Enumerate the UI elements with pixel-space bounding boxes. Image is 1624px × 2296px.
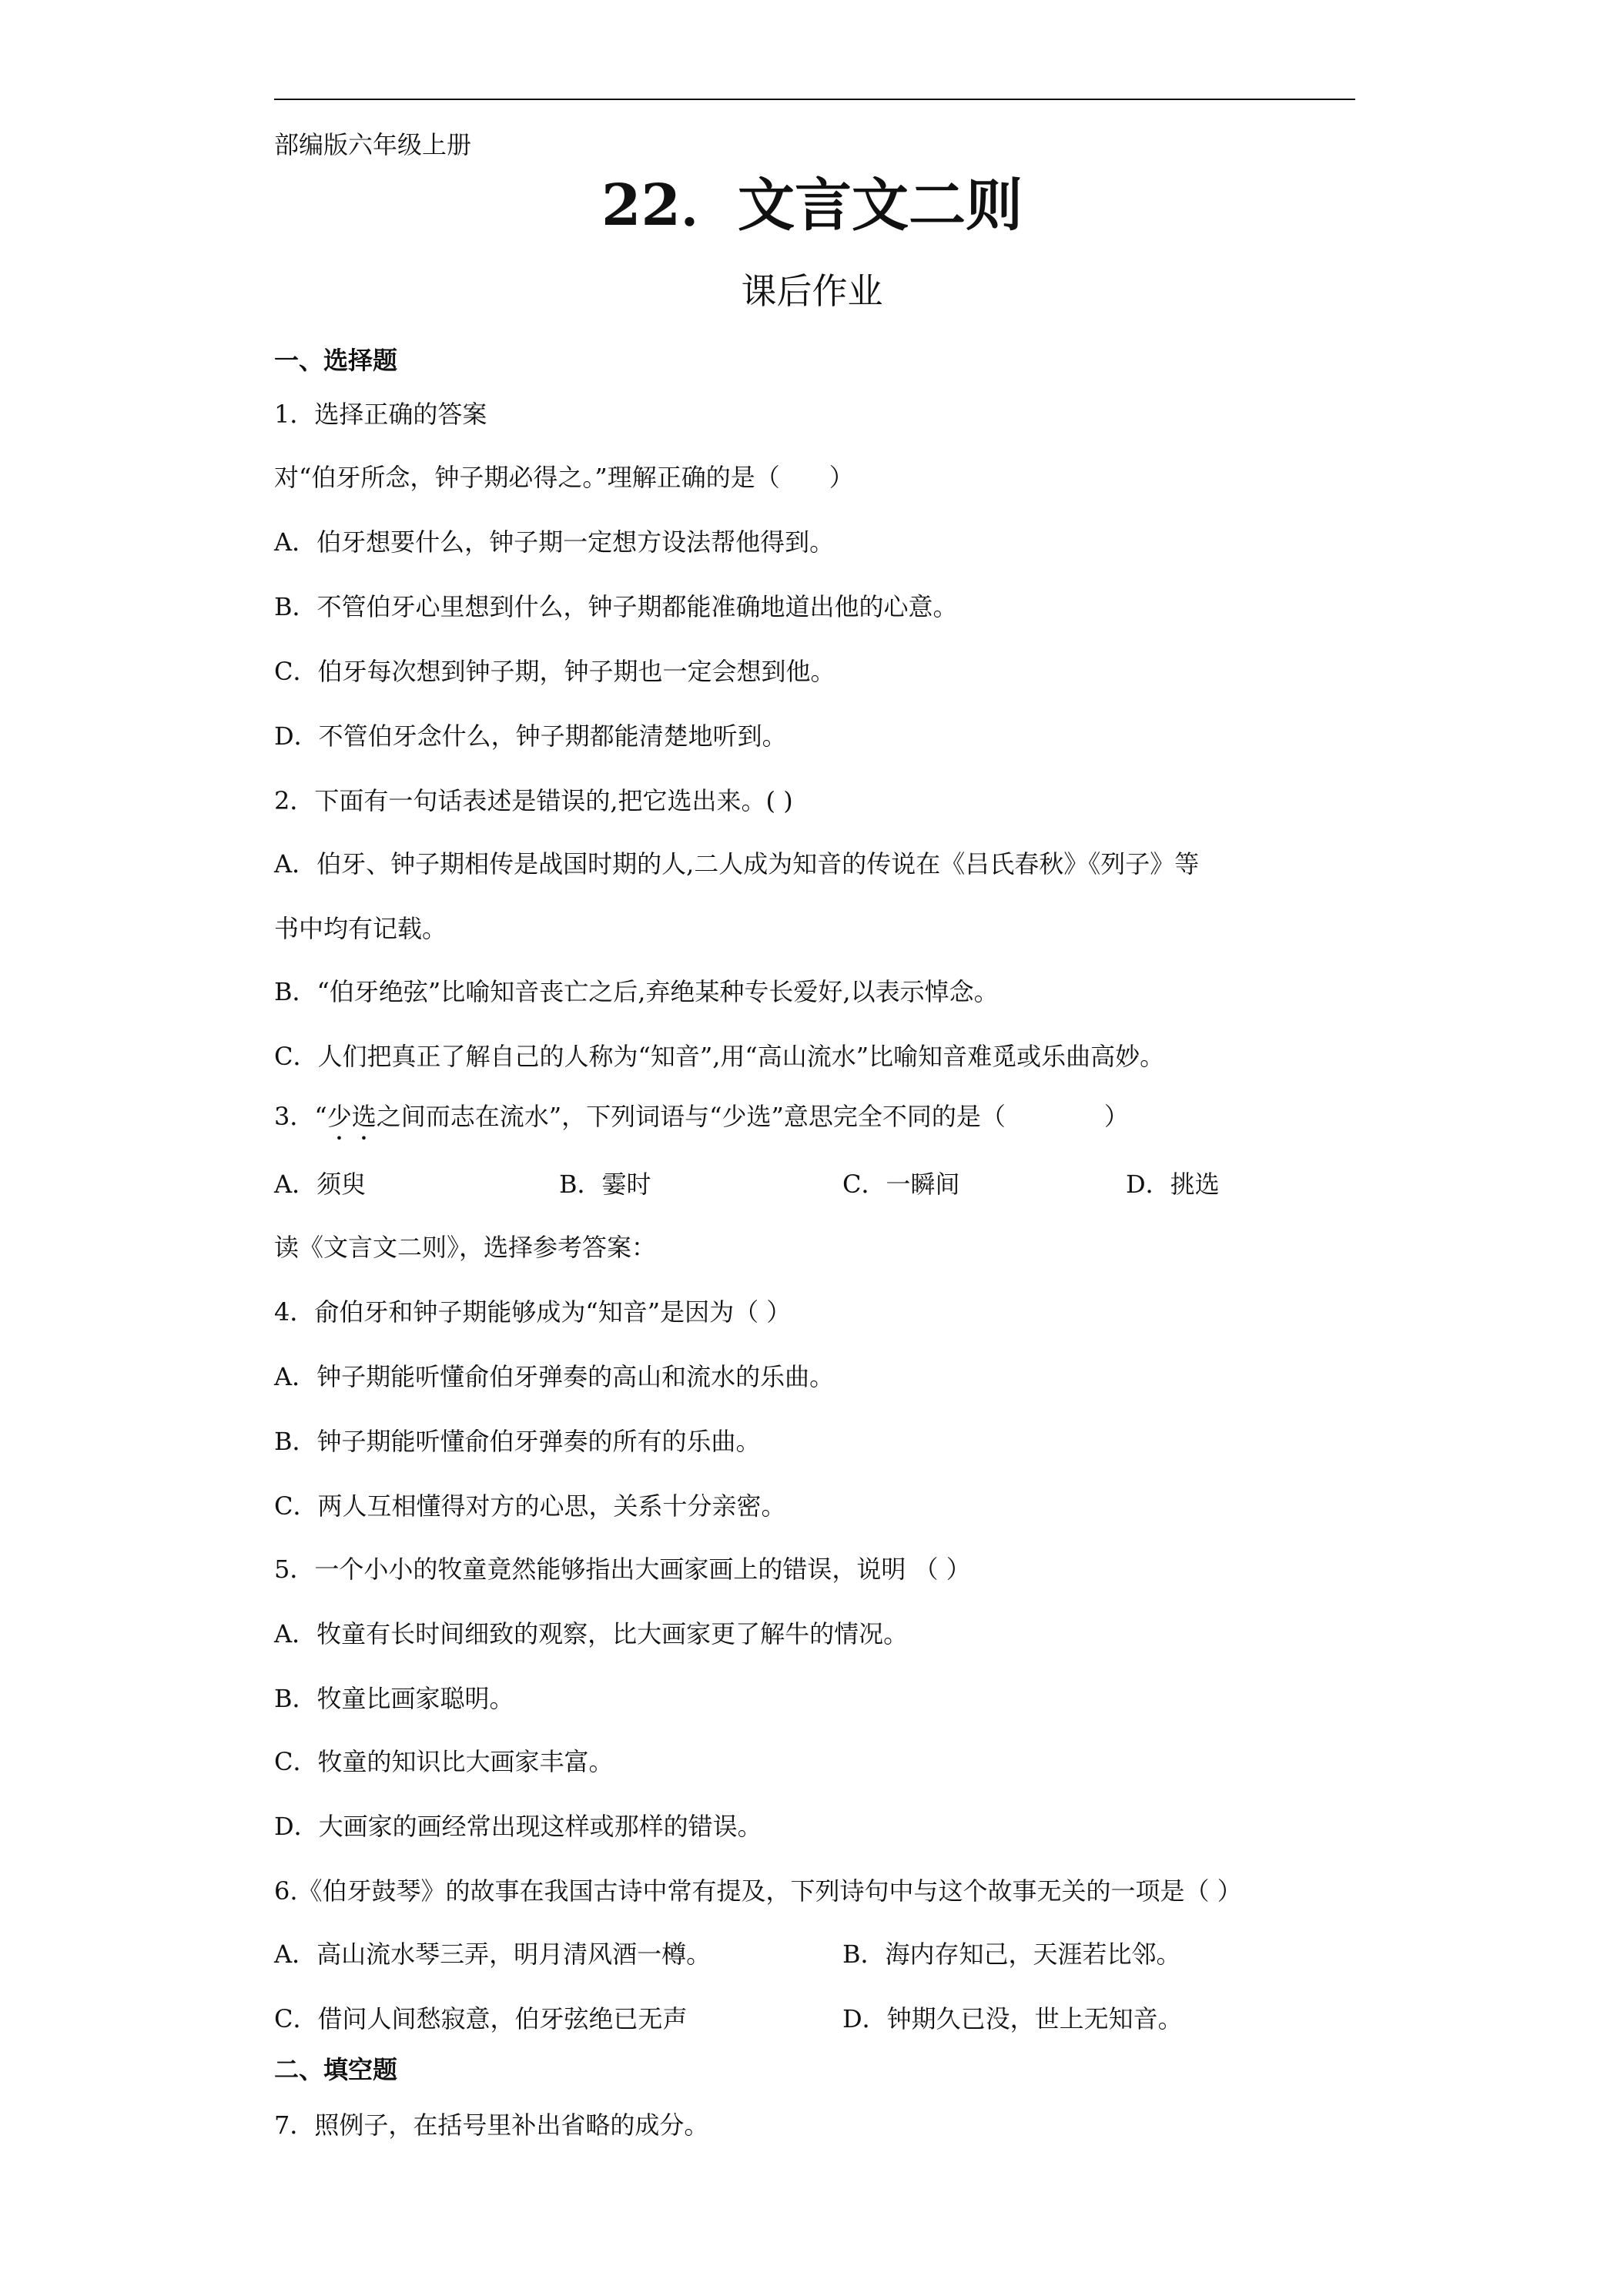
q6-option-d: D．钟期久已没，世上无知音。 [842,2004,1183,2033]
q2-option-b: B．“伯牙绝弦”比喻知音丧亡之后,弃绝某种专长爱好,以表示悼念。 [274,977,999,1006]
section-heading-fill: 二、填空题 [274,2055,398,2084]
q2-stem: 2．下面有一句话表述是错误的,把它选出来。( ) [274,786,793,815]
q3-option-b: B．霎时 [559,1170,651,1199]
q1-stem: 1．选择正确的答案 [274,400,487,429]
q3-stem-prefix: 3．“ [274,1102,327,1131]
q3-option-c: C．一瞬间 [842,1170,960,1199]
q3-stem [274,1101,1129,1146]
q2-option-a-line1: A．伯牙、钟子期相传是战国时期的人,二人成为知音的传说在《吕氏春秋》《列子》等 [274,849,1200,879]
section-heading-choice: 一、选择题 [274,346,398,375]
q6-option-a: A．高山流水琴三弄，明月清风酒一樽。 [274,1940,712,1969]
q4-option-a: A．钟子期能听懂俞伯牙弹奏的高山和流水的乐曲。 [274,1362,835,1391]
q1-prompt: 对“伯牙所念，钟子期必得之。”理解正确的是（ ） [274,463,854,492]
q3-stem-suffix: 之间而志在流水”，下列词语与“少选”意思完全不同的是（ ） [376,1102,1129,1131]
q1-option-d: D．不管伯牙念什么，钟子期都能清楚地听到。 [274,721,787,751]
q3-option-d: D．挑选 [1126,1170,1220,1199]
q4-option-c: C．两人互相懂得对方的心思，关系十分亲密。 [274,1491,786,1521]
q5-stem: 5．一个小小的牧童竟然能够指出大画家画上的错误，说明 （ ） [274,1555,971,1584]
q5-option-a: A．牧童有长时间细致的观察，比大画家更了解牛的情况。 [274,1619,909,1648]
q2-option-a-line2: 书中均有记载。 [274,914,447,943]
q4-stem: 4．俞伯牙和钟子期能够成为“知音”是因为（ ） [274,1297,792,1327]
q1-option-b: B．不管伯牙心里想到什么，钟子期都能准确地道出他的心意。 [274,592,958,621]
q5-option-d: D．大画家的画经常出现这样或那样的错误。 [274,1812,762,1841]
header-rule [274,99,1355,100]
series-label: 部编版六年级上册 [274,130,472,159]
reading-instruction: 读《文言文二则》，选择参考答案： [274,1233,657,1262]
q6-option-c: C．借问人间愁寂意，伯牙弦绝已无声 [274,2004,688,2033]
q2-option-c: C．人们把真正了解自己的人称为“知音”,用“高山流水”比喻知音难觅或乐曲高妙。 [274,1042,1165,1071]
q5-option-c: C．牧童的知识比大画家丰富。 [274,1747,614,1776]
q6-option-b: B．海内存知己，天涯若比邻。 [842,1940,1181,1969]
q5-option-b: B．牧童比画家聪明。 [274,1684,514,1713]
q7-stem: 7．照例子，在括号里补出省略的成分。 [274,2110,709,2140]
q6-stem: 6.《伯牙鼓琴》的故事在我国古诗中常有提及，下列诗句中与这个故事无关的一项是（ ） [274,1876,1242,1906]
q3-option-a: A．须臾 [274,1170,367,1199]
q3-emphasized-term: 少选 [326,1102,377,1131]
q1-option-c: C．伯牙每次想到钟子期，钟子期也一定会想到他。 [274,657,835,686]
q1-option-a: A．伯牙想要什么，钟子期一定想方设法帮他得到。 [274,527,835,557]
page-title: 22．文言文二则 [601,172,1023,239]
page-subtitle: 课后作业 [741,270,883,312]
q4-option-b: B．钟子期能听懂俞伯牙弹奏的所有的乐曲。 [274,1427,761,1456]
